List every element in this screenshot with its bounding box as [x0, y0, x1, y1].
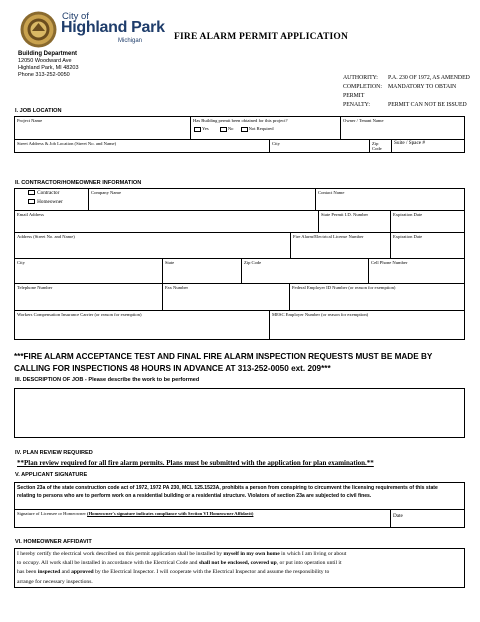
email-label: Email Address — [17, 212, 44, 217]
state-label: Michigan — [118, 38, 143, 44]
contractor-zip-label: Zip Code — [244, 260, 262, 265]
building-permit-question — [191, 117, 341, 139]
statute-text: Section 23a of the state construction code act of 1972, 1972 PA 230, MCL 125.1523A, prohibits a person from conspiring to circumvent the licensing requirements of this state relating to persons who are to perform work on a residential building or a residential structure. Violators of section 23a are subjected to civil fines. — [17, 485, 438, 500]
contractor-state-field[interactable] — [163, 259, 242, 284]
department-address-line1: 12050 Woodward Ave — [18, 58, 72, 64]
department-phone: Phone 313-252-0050 — [18, 72, 70, 78]
form-title: FIRE ALARM PERMIT APPLICATION — [174, 32, 349, 42]
project-name-field[interactable] — [15, 117, 191, 139]
authority-block — [343, 74, 473, 110]
homeowner-label: Homeowner — [37, 198, 63, 205]
company-name-field[interactable] — [89, 189, 316, 211]
job-city-field[interactable] — [270, 140, 370, 153]
cell-phone-label: Cell Phone Number — [371, 260, 408, 265]
telephone-label: Telephone Number — [17, 285, 53, 290]
signature-label: Signature of Licensee or Homeowner — [17, 511, 86, 516]
job-city-label: City — [272, 141, 280, 146]
expiration-date-field-2[interactable] — [391, 233, 466, 259]
contact-name-field[interactable] — [316, 189, 466, 211]
authority-value: P.A. 230 OF 1972, AS AMENDED — [388, 75, 470, 81]
street-address-field[interactable] — [15, 140, 270, 153]
street-address-label: Street Address & Job Location (Street No. and Name) — [17, 141, 117, 146]
contractor-zip-field[interactable] — [242, 259, 369, 284]
fein-label: Federal Employer ID Number (or reason for exemption) — [292, 285, 396, 290]
mesc-field[interactable] — [270, 311, 466, 340]
state-permit-id-field[interactable] — [319, 211, 391, 233]
contractor-city-field[interactable] — [15, 259, 163, 284]
affidavit-line-1: I hereby certify the electrical work described on this permit application shall be installed by myself in my own home in which I am living or about — [17, 551, 347, 557]
suite-field[interactable] — [392, 140, 466, 153]
job-location-table — [14, 116, 465, 153]
permit-no-checkbox[interactable] — [220, 127, 227, 132]
section-job-location-heading: I. JOB LOCATION — [15, 108, 62, 114]
city-name-logo: Highland Park — [61, 19, 165, 36]
owner-tenant-field[interactable] — [341, 117, 466, 139]
section-description-heading: III. DESCRIPTION OF JOB - Please describe the work to be performed — [15, 377, 200, 383]
affidavit-line-3: has been inspected and approved by the Electrical Inspector. I will cooperate with the Electrical Inspector and assume the responsibility to — [17, 569, 330, 576]
plan-review-note: **Plan review required for all fire alarm permits. Plans must be submitted with the application for plan examination.** — [17, 459, 374, 467]
penalty-label: PENALTY: — [343, 102, 370, 108]
permit-yes-checkbox[interactable] — [194, 127, 201, 132]
mesc-label: MESC Employer Number (or reason for exemption) — [272, 312, 369, 317]
section-contractor-heading: II. CONTRACTOR/HOMEOWNER INFORMATION — [15, 180, 142, 186]
expiration-date-field-1[interactable] — [391, 211, 466, 233]
contractor-state-label: State — [165, 260, 175, 265]
job-zip-field[interactable] — [370, 140, 392, 153]
permit-no-label: No — [227, 126, 234, 132]
job-zip-label: Zip Code — [372, 141, 382, 152]
affidavit-box — [14, 548, 465, 588]
telephone-field[interactable] — [15, 284, 163, 311]
section-affidavit-heading: VI. HOMEOWNER AFFIDAVIT — [15, 539, 92, 545]
expiration-date-label-1: Expiration Date — [393, 212, 423, 217]
project-name-label: Project Name — [17, 118, 43, 123]
penalty-row — [343, 101, 473, 110]
inspection-notice: ***FIRE ALARM ACCEPTANCE TEST AND FINAL FIRE ALARM INSPECTION REQUESTS MUST BE MADE BY CALLING FOR INSPECTIONS 48 HOURS IN ADVANCE AT 313-252-0050 ext. 209*** — [14, 352, 433, 373]
permit-yes-label: Yes — [202, 126, 209, 132]
contractor-city-label: City — [17, 260, 25, 265]
license-number-label: Fire Alarm/Electrical License Number — [293, 234, 364, 239]
completion-value: MANDATORY TO OBTAIN PERMIT — [343, 84, 457, 99]
contractor-type-cell — [15, 189, 89, 211]
city-of-label: City of — [62, 11, 89, 22]
contractor-address-field[interactable] — [15, 233, 291, 259]
owner-tenant-label: Owner / Tenant Name — [343, 118, 384, 123]
license-number-field[interactable] — [291, 233, 391, 259]
signature-date-label: Date — [393, 513, 403, 519]
homeowner-checkbox[interactable] — [28, 199, 35, 204]
expiration-date-label-2: Expiration Date — [393, 234, 423, 239]
workers-comp-label: Workers Compensation Insurance Carrier (or reason for exemption) — [17, 312, 142, 317]
permit-not-required-checkbox[interactable] — [241, 127, 248, 132]
signature-table — [14, 482, 465, 528]
penalty-value: PERMIT CAN NOT BE ISSUED — [388, 102, 467, 108]
city-seal-logo — [20, 11, 57, 48]
cell-phone-field[interactable] — [369, 259, 466, 284]
completion-label: COMPLETION: — [343, 84, 382, 90]
section-signature-heading: V. APPLICANT SIGNATURE — [15, 472, 88, 478]
email-field[interactable] — [15, 211, 319, 233]
section-plan-review-heading: IV. PLAN REVIEW REQUIRED — [15, 450, 93, 456]
completion-row — [343, 83, 473, 101]
contractor-label: Contractor — [37, 190, 60, 196]
workers-comp-field[interactable] — [15, 311, 270, 340]
permit-not-required-label: Not Required — [248, 126, 274, 132]
signature-note: (Homeowner's signature indicates compliance with Section VI Homeowner Affidavit) — [87, 511, 254, 516]
fein-field[interactable] — [290, 284, 466, 311]
authority-row — [343, 74, 473, 83]
signature-field[interactable] — [15, 510, 391, 528]
suite-label: Suite / Space # — [394, 140, 425, 146]
company-name-label: Company Name — [91, 190, 121, 195]
contractor-address-label: Address (Street No. and Name) — [17, 234, 75, 239]
contractor-table — [14, 188, 465, 340]
job-description-field[interactable] — [14, 388, 465, 438]
fax-field[interactable] — [163, 284, 290, 311]
state-permit-id-label: State Permit I.D. Number — [321, 212, 369, 217]
permit-question-label: Has Building permit been obtained for this project? — [193, 118, 288, 123]
contact-name-label: Contact Name — [318, 190, 345, 195]
affidavit-line-2: to occupy. All work shall be installed in accordance with the Electrical Code and shall not be enclosed, covered up, or put into operation until it — [17, 560, 342, 567]
authority-label: AUTHORITY: — [343, 75, 378, 81]
signature-date-field[interactable] — [391, 510, 466, 528]
fax-label: Fax Number — [165, 285, 189, 290]
department-name: Building Department — [18, 51, 78, 57]
department-address-line2: Highland Park, MI 48203 — [18, 65, 79, 71]
affidavit-line-4: arrange for necessary inspections. — [17, 578, 93, 585]
contractor-checkbox[interactable] — [28, 190, 35, 195]
